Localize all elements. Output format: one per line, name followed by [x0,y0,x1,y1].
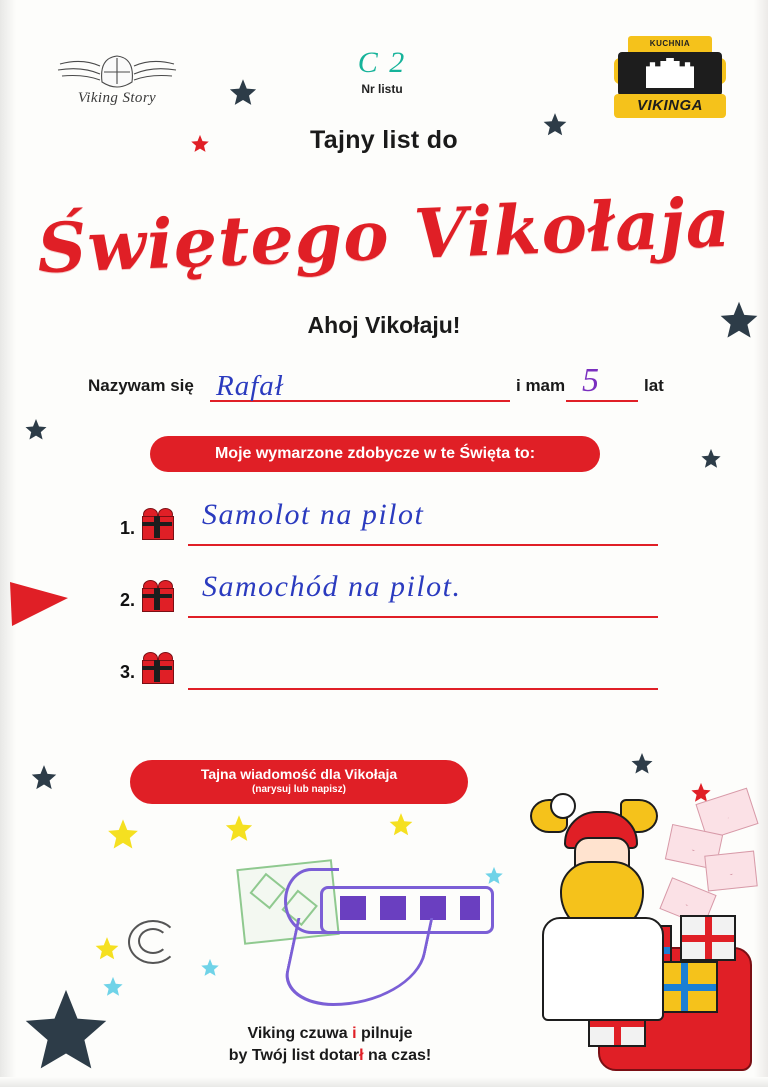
winged-helmet-icon [52,42,182,94]
viking-story-wordmark: Viking Story [77,90,157,106]
secret-message-subtitle: (narysuj lub napisz) [252,784,346,795]
vikinga-label: VIKINGA [614,94,726,118]
drawing-plane-window [420,896,446,920]
wish-row [104,492,670,564]
label-i-mam: i mam [516,376,566,395]
envelope-icon [704,850,757,891]
wish-input-rule[interactable] [188,688,658,690]
footer-line-2 [150,1045,510,1067]
letter-number-block [322,46,442,96]
gift-box-white [680,915,736,961]
greeting-text: Ahoj Vikołaju! [307,312,461,338]
star-decoration [30,764,58,792]
viking-body [542,917,664,1021]
drawing-spiral-inner [138,928,168,954]
castle-emblem [618,52,722,96]
wish-handwritten-value: Samolot na pilot [202,498,425,531]
label-lat: lat [644,376,664,395]
crayon-star-yellow [224,814,254,844]
crayon-star-yellow [106,818,140,852]
wish-input-rule[interactable] [188,544,658,546]
gift-box-icon [142,652,172,682]
star-decoration [24,418,48,442]
wish-number: 3. [120,662,136,682]
scan-edge-left [0,0,16,1087]
age-handwritten-value: 5 [582,362,600,399]
crayon-star-yellow [388,812,414,838]
kuchnia-wikinga-logo [614,36,726,122]
footer-line1-highlight: i [352,1025,357,1042]
wish-handwritten-value: Samochód na pilot. [202,570,462,603]
footer-line1-b: pilnuje [356,1025,413,1042]
page-title: Świętego Vikołaja [35,182,733,290]
name-age-row [88,362,680,404]
footer-line2-highlight: ł [359,1047,364,1064]
wish-row [104,564,670,636]
drawing-plane-wing [279,918,434,1006]
footer-line2-b: na czas! [363,1047,432,1064]
secret-message-banner [130,760,468,804]
drawing-plane-window [380,896,406,920]
star-decoration [228,78,258,108]
gift-box-icon [142,580,172,610]
wishes-banner: Moje wymarzone zdobycze w te Święta to: [150,436,600,472]
gift-box-icon [142,508,172,538]
santa-hat-pompom [550,793,576,819]
footer-line1-a: Viking czuwa [247,1025,353,1042]
kuchnia-label: KUCHNIA [628,36,712,52]
crayon-star-cyan [200,958,220,978]
letter-number-value: C 2 [357,46,407,79]
wish-number: 2. [120,590,136,610]
crayon-star-yellow [94,936,120,962]
footer-line2-a: by Twój list dotar [228,1047,360,1064]
drawing-plane-window [340,896,366,920]
viking-story-logo [52,42,182,120]
heading-small: Tajny list do [310,126,458,154]
wish-number: 1. [120,518,136,538]
secret-message-title: Tajna wiadomość dla Vikołaja [200,766,398,782]
wish-row [104,636,670,708]
footer-line-1 [150,1023,510,1045]
wishes-list [104,492,670,708]
wish-input-rule[interactable] [188,616,658,618]
viking-illustration [468,777,758,1087]
letter-number-caption: Nr listu [361,82,403,96]
name-handwritten-value: Rafał [216,370,284,402]
star-decoration [700,448,722,470]
footer-text [150,1023,510,1067]
crayon-star-cyan [102,976,124,998]
age-input-rule[interactable] [566,400,638,402]
label-nazywam-sie: Nazywam się [88,376,194,395]
red-arrow-decoration [10,576,72,632]
star-decoration [630,752,654,776]
